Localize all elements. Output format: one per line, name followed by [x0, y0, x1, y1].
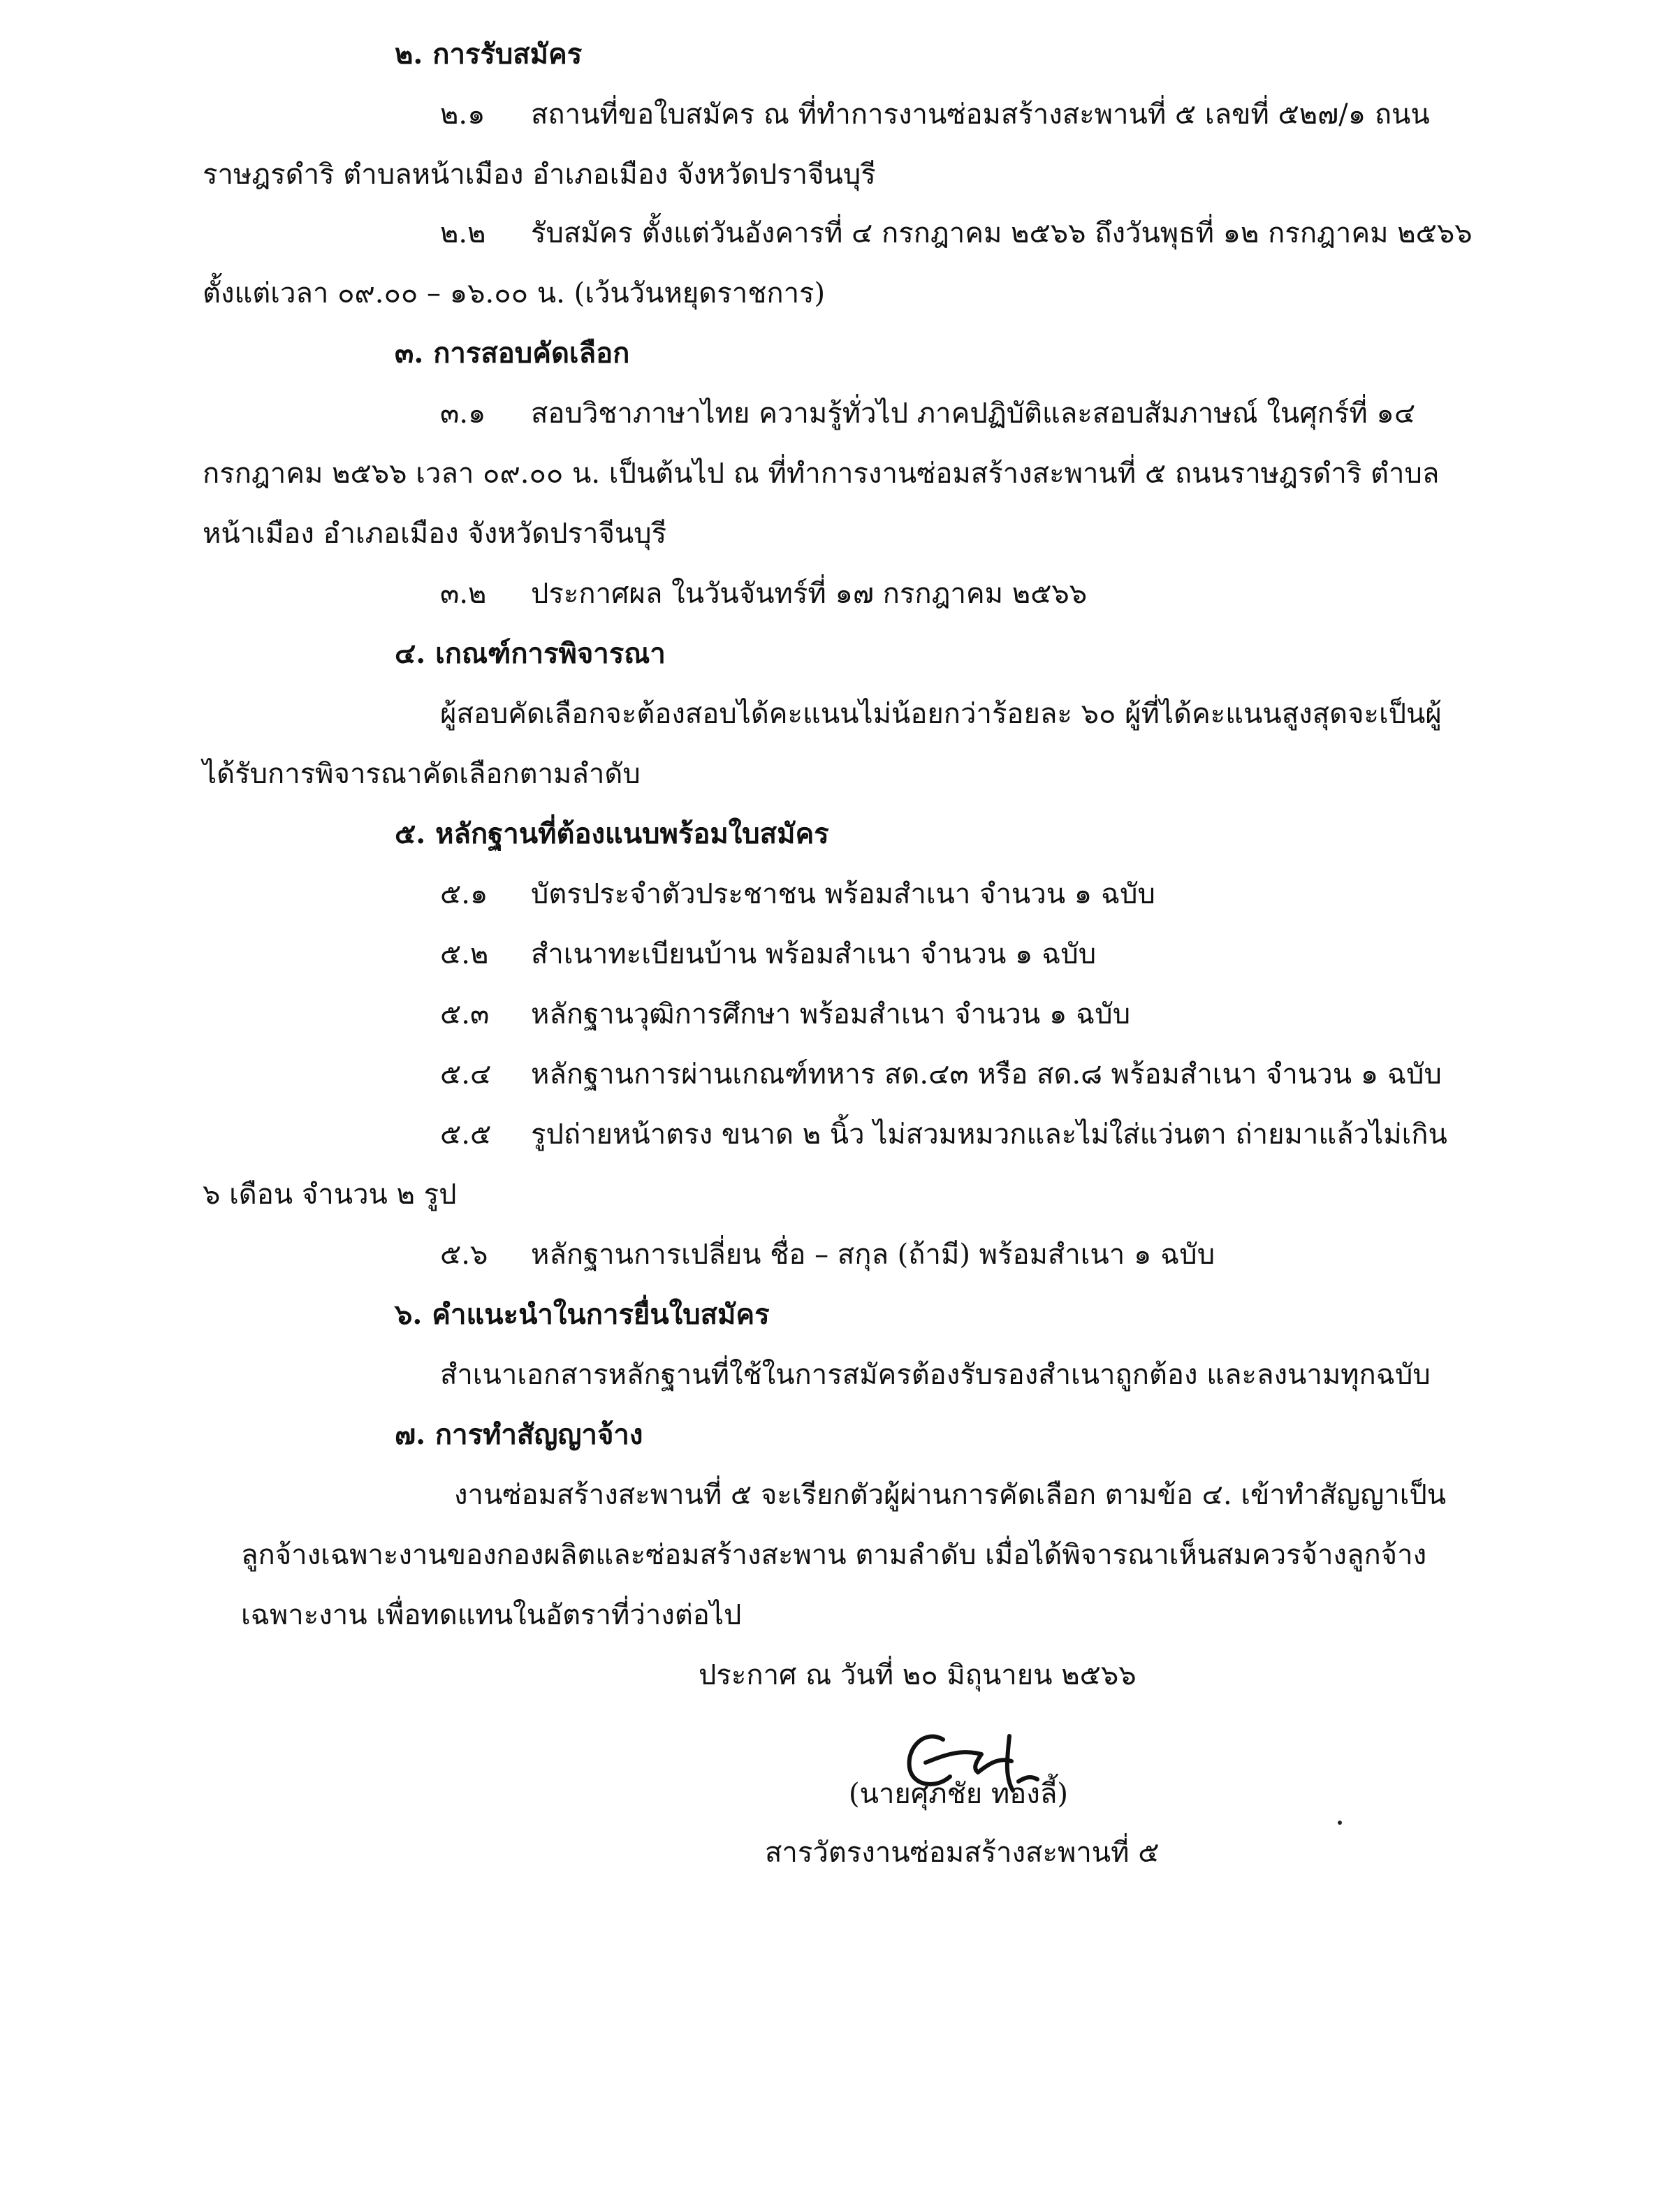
item-5-6-text: หลักฐานการเปลี่ยน ชื่อ – สกุล (ถ้ามี) พร้อมสำเนา ๑ ฉบับ	[531, 1239, 1215, 1271]
section-2-heading: ๒. การรับสมัคร	[395, 38, 583, 71]
item-2-2-line-1: รับสมัคร ตั้งแต่วันอังคารที่ ๔ กรกฎาคม ๒๕๖๖ ถึงวันพุธที่ ๑๒ กรกฎาคม ๒๕๖๖	[531, 217, 1473, 249]
item-3-1-line-1: สอบวิชาภาษาไทย ความรู้ทั่วไป ภาคปฏิบัติและสอบสัมภาษณ์ ในศุกร์ที่ ๑๔	[531, 398, 1416, 430]
item-5-4-number: ๕.๔	[440, 1058, 492, 1091]
item-3-1-line-3: หน้าเมือง อำเภอเมือง จังหวัดปราจีนบุรี	[203, 518, 667, 550]
item-5-2-number: ๕.๒	[440, 938, 489, 970]
section-5-heading: ๕. หลักฐานที่ต้องแนบพร้อมใบสมัคร	[395, 817, 829, 850]
item-2-1-number: ๒.๑	[440, 99, 485, 131]
item-2-1-line-1: สถานที่ขอใบสมัคร ณ ที่ทำการงานซ่อมสร้างสะพานที่ ๕ เลขที่ ๕๒๗/๑ ถนน	[531, 99, 1430, 131]
section-7-line-2: ลูกจ้างเฉพาะงานของกองผลิตและซ่อมสร้างสะพาน ตามลำดับ เมื่อได้พิจารณาเห็นสมควรจ้างลูกจ้าง	[241, 1539, 1427, 1571]
item-5-5-line-1: รูปถ่ายหน้าตรง ขนาด ๒ นิ้ว ไม่สวมหมวกและไม่ใส่แว่นตา ถ่ายมาแล้วไม่เกิน	[531, 1118, 1447, 1151]
item-3-1-line-2: กรกฎาคม ๒๕๖๖ เวลา ๐๙.๐๐ น. เป็นต้นไป ณ ที่ทำการงานซ่อมสร้างสะพานที่ ๕ ถนนราษฎรดำริ ตำบล	[203, 458, 1440, 490]
item-5-4-text: หลักฐานการผ่านเกณฑ์ทหาร สด.๔๓ หรือ สด.๘ พร้อมสำเนา จำนวน ๑ ฉบับ	[531, 1058, 1442, 1091]
item-5-1-number: ๕.๑	[440, 878, 488, 910]
section-7-heading: ๗. การทำสัญญาจ้าง	[395, 1418, 643, 1451]
item-5-5-line-2: ๖ เดือน จำนวน ๒ รูป	[203, 1179, 457, 1211]
item-2-2-line-2: ตั้งแต่เวลา ๐๙.๐๐ – ๑๖.๐๐ น. (เว้นวันหยุดราชการ)	[203, 277, 826, 309]
section-7-line-1: งานซ่อมสร้างสะพานที่ ๕ จะเรียกตัวผู้ผ่านการคัดเลือก ตามข้อ ๔. เข้าทำสัญญาเป็น	[454, 1479, 1447, 1511]
section-4-line-1: ผู้สอบคัดเลือกจะต้องสอบได้คะแนนไม่น้อยกว่าร้อยละ ๖๐ ผู้ที่ได้คะแนนสูงสุดจะเป็นผู้	[440, 698, 1442, 730]
section-6-line-1: สำเนาเอกสารหลักฐานที่ใช้ในการสมัครต้องรับรองสำเนาถูกต้อง และลงนามทุกฉบับ	[440, 1359, 1431, 1391]
item-3-2-number: ๓.๒	[440, 578, 487, 610]
item-2-2-number: ๒.๒	[440, 217, 486, 249]
item-3-1-number: ๓.๑	[440, 398, 486, 430]
item-5-3-text: หลักฐานวุฒิการศึกษา พร้อมสำเนา จำนวน ๑ ฉบับ	[531, 998, 1131, 1030]
item-3-2-line-1: ประกาศผล ในวันจันทร์ที่ ๑๗ กรกฎาคม ๒๕๖๖	[531, 578, 1088, 610]
item-5-2-text: สำเนาทะเบียนบ้าน พร้อมสำเนา จำนวน ๑ ฉบับ	[531, 938, 1097, 970]
announcement-date: ประกาศ ณ วันที่ ๒๐ มิถุนายน ๒๕๖๖	[699, 1659, 1137, 1691]
signer-title: สารวัตรงานซ่อมสร้างสะพานที่ ๕	[765, 1837, 1160, 1869]
section-4-line-2: ได้รับการพิจารณาคัดเลือกตามลำดับ	[203, 758, 641, 790]
item-5-3-number: ๕.๓	[440, 998, 490, 1030]
section-4-heading: ๔. เกณฑ์การพิจารณา	[395, 637, 666, 670]
item-5-6-number: ๕.๖	[440, 1239, 488, 1271]
scan-speck	[1338, 1821, 1342, 1825]
item-5-5-number: ๕.๕	[440, 1118, 492, 1151]
section-6-heading: ๖. คำแนะนำในการยื่นใบสมัคร	[395, 1298, 770, 1331]
section-3-heading: ๓. การสอบคัดเลือก	[395, 337, 630, 370]
item-2-1-line-2: ราษฎรดำริ ตำบลหน้าเมือง อำเภอเมือง จังหวัดปราจีนบุรี	[203, 159, 876, 191]
signer-name: (นายศุภชัย ทองลี้)	[849, 1778, 1068, 1810]
item-5-1-text: บัตรประจำตัวประชาชน พร้อมสำเนา จำนวน ๑ ฉบับ	[531, 878, 1155, 910]
section-7-line-3: เฉพาะงาน เพื่อทดแทนในอัตราที่ว่างต่อไป	[241, 1599, 742, 1631]
